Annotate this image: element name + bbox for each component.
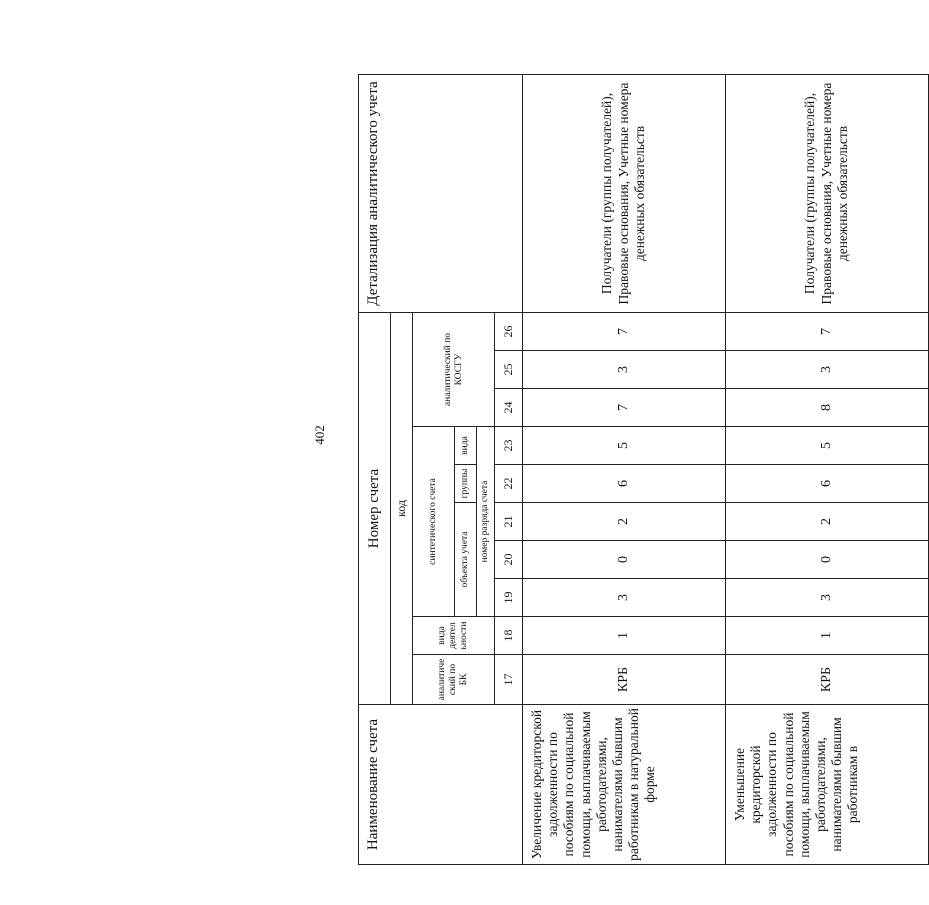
- header-kind: вида: [455, 427, 477, 465]
- row-cell: 2: [726, 503, 929, 541]
- row-detail: Получатели (группы получателей), Правовые основания, Учетные номера денежных обязательств: [726, 75, 929, 313]
- column-number: 20: [495, 541, 523, 579]
- header-detail: Детализация аналитического учета: [359, 75, 523, 313]
- column-number: 17: [495, 655, 523, 705]
- header-account-object: объекта учета: [455, 503, 477, 617]
- row-cell: 0: [726, 541, 929, 579]
- header-analytic-bk: аналитиче ский по БК: [413, 655, 495, 705]
- row-cell: КРБ: [726, 655, 929, 705]
- header-analytic-kosgu: аналитический по КОСГУ: [413, 313, 495, 427]
- row-account-name: Увеличение кредиторской задолженности по пособиям по социальной помощи, выплачиваемым работодателями, нанимателями бывшим работникам в натуральной форме: [523, 705, 726, 865]
- column-number: 18: [495, 617, 523, 655]
- row-cell: 3: [523, 579, 726, 617]
- row-cell: 3: [523, 351, 726, 389]
- row-cell: 2: [523, 503, 726, 541]
- row-cell: 8: [726, 389, 929, 427]
- header-digit-number: номер разряда счета: [477, 427, 495, 617]
- header-group: группы: [455, 465, 477, 503]
- page-number: 402: [312, 425, 327, 445]
- accounts-table: [358, 74, 929, 865]
- column-number: 23: [495, 427, 523, 465]
- row-cell: 7: [523, 389, 726, 427]
- row-cell: 1: [726, 617, 929, 655]
- header-code: код: [391, 313, 413, 705]
- row-cell: 7: [726, 313, 929, 351]
- row-detail: Получатели (группы получателей), Правовые основания, Учетные номера денежных обязательств: [523, 75, 726, 313]
- table-row: [523, 75, 726, 865]
- header-account-name: Наименование счета: [359, 705, 523, 865]
- row-cell: 1: [523, 617, 726, 655]
- row-cell: 0: [523, 541, 726, 579]
- column-number: 24: [495, 389, 523, 427]
- column-number: 26: [495, 313, 523, 351]
- row-cell: 3: [726, 579, 929, 617]
- row-account-name: Уменьшение кредиторской задолженности по пособиям по социальной помощи, выплачиваемым работодателями, нанимателями бывшим работникам в: [726, 705, 929, 865]
- column-number: 22: [495, 465, 523, 503]
- row-cell: 3: [726, 351, 929, 389]
- column-number: 25: [495, 351, 523, 389]
- row-cell: 6: [726, 465, 929, 503]
- row-cell: 5: [726, 427, 929, 465]
- column-number: 21: [495, 503, 523, 541]
- table-row: [726, 75, 929, 865]
- row-cell: 7: [523, 313, 726, 351]
- row-cell: 5: [523, 427, 726, 465]
- rotated-page: [358, 75, 928, 865]
- column-number: 19: [495, 579, 523, 617]
- row-cell: 6: [523, 465, 726, 503]
- header-synthetic: синтетического счета: [413, 427, 455, 617]
- header-activity-type: вида деятел ьности: [413, 617, 495, 655]
- header-account-number: Номер счета: [359, 313, 391, 705]
- row-cell: КРБ: [523, 655, 726, 705]
